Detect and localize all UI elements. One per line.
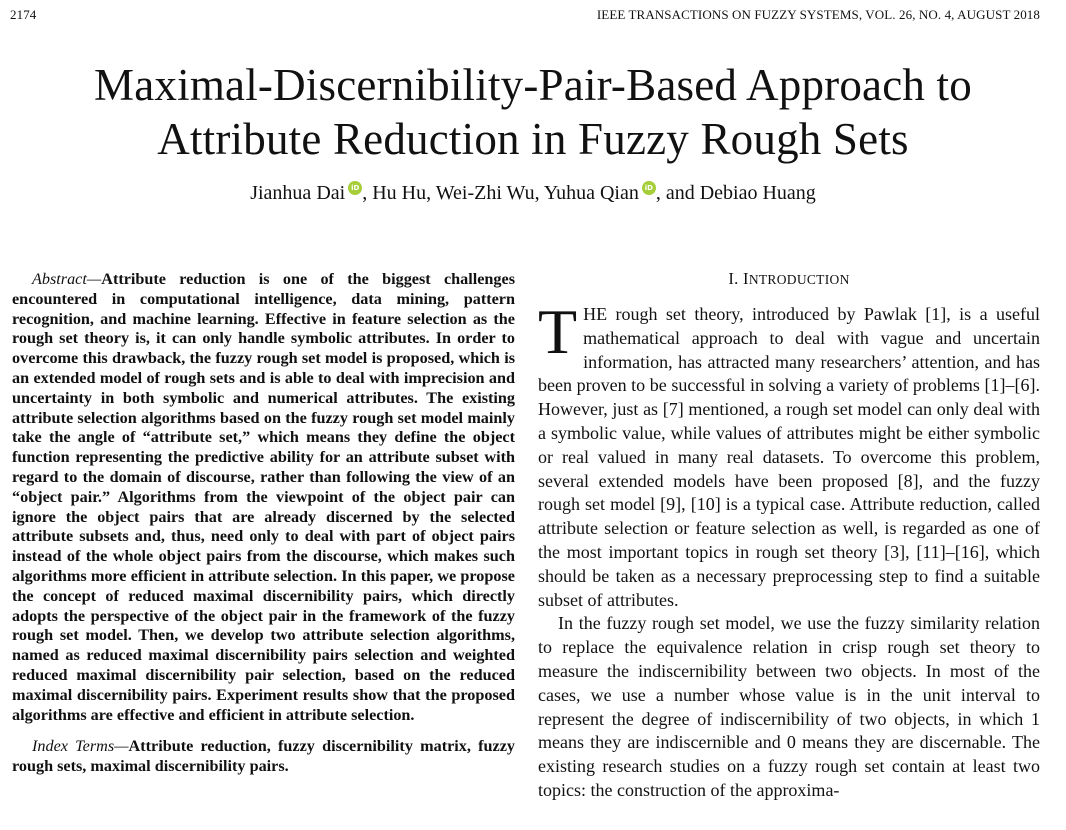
page-number: 2174 <box>10 7 37 22</box>
authors-end: , and Debiao Huang <box>655 182 816 204</box>
left-column <box>12 270 515 777</box>
section-heading <box>538 268 1040 291</box>
index-terms-label: Index Terms— <box>32 737 129 756</box>
title-line-2: Attribute Reduction in Fuzzy Rough Sets <box>157 114 909 164</box>
paper-title <box>0 58 1066 166</box>
drop-cap: T <box>538 296 578 367</box>
section-number: I. <box>728 269 744 288</box>
intro-paragraph-1-text: HE rough set theory, introduced by Pawlak [1], is a useful mathematical approach to deal with vague and uncertain information, has attracted many researchers’ attention, and has been proven to be successful in solving a variety of problems [1]–[6]. However, just as [7] mentioned, a rough set model can only deal with a symbolic value, while values of attributes might be either symbolic or real valued in many real datasets. To overcome this problem, several extended models have been proposed [8], and the fuzzy rough set model [9], [10] is a typical case. Attribute reduction, called attribute selection or feature selection as well, is regarded as one of the most important topics in rough set theory [3], [11]–[16], which should be taken as a necessary preprocessing step to find a suitable subset of attributes. <box>538 304 1040 610</box>
abstract-label: Abstract— <box>32 270 102 288</box>
authors-middle: , Hu Hu, Wei-Zhi Wu, Yuhua Qian <box>362 182 639 204</box>
journal-info: IEEE TRANSACTIONS ON FUZZY SYSTEMS, VOL. 26, NO. 4, AUGUST 2018 <box>596 7 1040 22</box>
abstract-body: Attribute reduction is one of the biggest challenges encountered in computational intelligence, data mining, pattern recognition, and machine learning. Effective in feature selection as the rough set theory is, it can only handle symbolic attributes. In order to overcome this drawback, the fuzzy rough set model is proposed, which is an extended model of rough sets and is able to deal with imprecision and uncertainty in both symbolic and numerical attributes. The existing attribute selection algorithms based on the fuzzy rough set model mainly take the angle of “attribute set,” which means they define the object function representing the predictive ability for an attribute subset with regard to the domain of discourse, rather than following the view of an “object pair.” Algorithms from the viewpoint of the object pair can ignore the object pairs that are already discerned by the selected attribute subsets and, thus, need only to deal with part of object pairs instead of the whole object pairs from the discourse, which makes such algorithms more efficient in attribute selection. In this paper, we propose the concept of reduced maximal discernibility pairs, which directly adopts the perspective of the object pair in the framework of the fuzzy rough set model. Then, we develop two attribute selection algorithms, named as reduced maximal discernibility pairs selection and weighted reduced maximal discernibility pair selection, based on the reduced maximal discernibility pairs. Experiment results show that the proposed algorithms are effective and efficient in attribute selection. <box>12 270 515 724</box>
section-rest: NTRODUCTION <box>748 272 850 287</box>
author-list <box>0 180 1066 206</box>
orcid-icon[interactable]: iD <box>642 181 656 195</box>
title-line-1: Maximal-Discernibility-Pair-Based Approach to <box>94 60 972 110</box>
right-column <box>538 268 1040 803</box>
index-terms <box>12 737 515 777</box>
author-dai: Jianhua Dai <box>250 182 346 204</box>
orcid-icon[interactable]: iD <box>348 181 362 195</box>
intro-paragraph-1 <box>538 296 1040 612</box>
abstract <box>12 270 515 725</box>
running-header <box>10 6 1040 24</box>
intro-paragraph-2: In the fuzzy rough set model, we use the fuzzy similarity relation to replace the equivalence relation in crisp rough set theory to measure the indiscernibility between two objects. In most of the cases, we use a number whose value is in the unit interval to represent the degree of indiscernibility of two objects, in which 1 means they are indiscernible and 0 means they are discernable. The existing research studies on a fuzzy rough set contain at least two topics: the construction of the approxima- <box>538 613 1040 800</box>
section-initial: I <box>743 269 749 288</box>
index-terms-body: Attribute reduction, fuzzy discernibility matrix, fuzzy rough sets, maximal discernibility pairs. <box>12 737 515 776</box>
